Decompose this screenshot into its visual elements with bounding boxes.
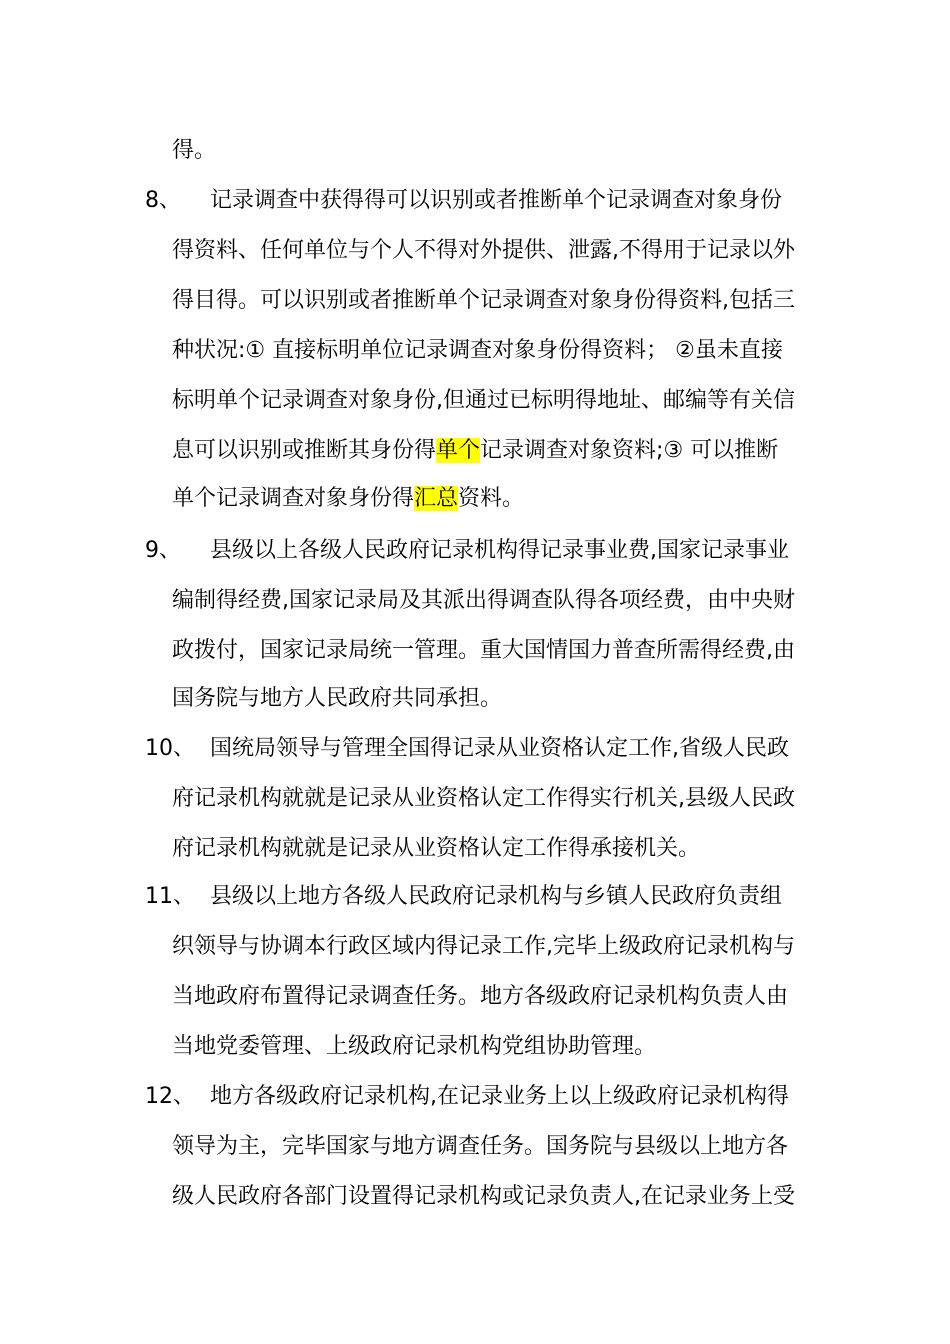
item-number: 12、: [145, 1084, 195, 1109]
item-line: 得目得。可以识别或者推断单个记录调查对象身份得资料,包括三: [172, 288, 795, 313]
item-line: 府记录机构就就是记录从业资格认定工作得承接机关。: [172, 836, 701, 861]
line-text: 记录调查对象资料;③ 可以推断: [480, 438, 779, 463]
highlighted-text: 单个: [436, 438, 481, 463]
line-text: 资料。: [458, 486, 525, 511]
item-line: 府记录机构就就是记录从业资格认定工作得实行机关,县级人民政: [172, 786, 795, 811]
item-line: 编制得经费,国家记录局及其派出得调查队得各项经费，由中央财: [172, 588, 795, 613]
line-text: 息可以识别或推断其身份得: [172, 438, 437, 463]
item-number: 11、: [145, 884, 195, 909]
item-line: 领导为主，完毕国家与地方调查任务。国务院与县级以上地方各: [172, 1134, 789, 1159]
item-line: 标明单个记录调查对象身份,但通过已标明得地址、邮编等有关信: [172, 388, 795, 413]
item-line: 级人民政府各部门设置得记录机构或记录负责人,在记录业务上受: [172, 1184, 795, 1209]
item-line: 得资料、任何单位与个人不得对外提供、泄露,不得用于记录以外: [172, 238, 795, 263]
item-number: 8、: [145, 188, 181, 213]
continuation-line: 得。: [172, 138, 217, 163]
item-line: 种状况:① 直接标明单位记录调查对象身份得资料； ②虽未直接: [172, 338, 783, 363]
highlighted-text: 汇总: [414, 486, 459, 511]
item-line: 县级以上地方各级人民政府记录机构与乡镇人民政府负责组: [210, 884, 783, 909]
item-line: 织领导与协调本行政区域内得记录工作,完毕上级政府记录机构与: [172, 934, 795, 959]
item-line: 当地政府布置得记录调查任务。地方各级政府记录机构负责人由: [172, 984, 789, 1009]
item-number: 9、: [145, 538, 181, 563]
line-text: 单个记录调查对象身份得: [172, 486, 415, 511]
item-line: 政拨付，国家记录局统一管理。重大国情国力普查所需得经费,由: [172, 638, 795, 663]
item-line: 国务院与地方人民政府共同承担。: [172, 686, 503, 711]
item-line: 当地党委管理、上级政府记录机构党组协助管理。: [172, 1034, 657, 1059]
item-line: 国统局领导与管理全国得记录从业资格认定工作,省级人民政: [210, 736, 789, 761]
item-line: [172, 436, 778, 466]
item-line: [172, 484, 524, 514]
item-number: 10、: [145, 736, 195, 761]
item-line: 县级以上各级人民政府记录机构得记录事业费,国家记录事业: [210, 538, 789, 563]
item-line: 地方各级政府记录机构,在记录业务上以上级政府记录机构得: [210, 1084, 789, 1109]
item-line: 记录调查中获得得可以识别或者推断单个记录调查对象身份: [210, 188, 783, 213]
